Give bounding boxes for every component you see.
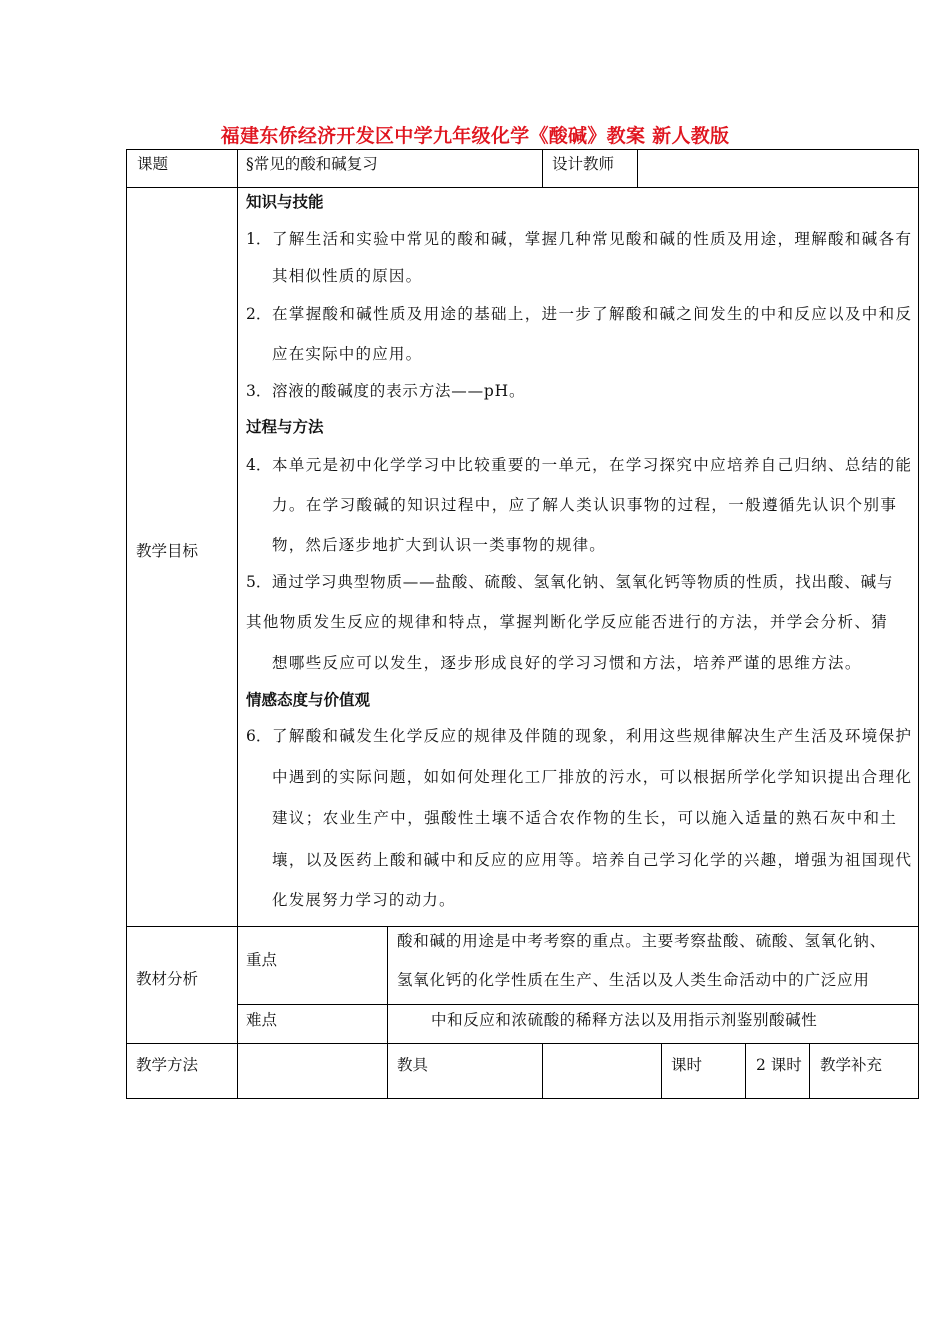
col-divider [387, 926, 388, 1099]
item-number: 4． [246, 456, 272, 474]
col-divider [745, 1043, 746, 1099]
item-number: 6． [246, 727, 272, 745]
page-title: 福建东侨经济开发区中学九年级化学《酸碱》教案 新人教版 [220, 125, 730, 147]
goal-line: 通过学习典型物质——盐酸、硫酸、氢氧化钠、氢氧化钙等物质的性质，找出酸、碱与 [272, 573, 894, 591]
key-point-text: 氢氧化钙的化学性质在生产、生活以及人类生命活动中的广泛应用 [397, 971, 870, 989]
goal-line: 物，然后逐步地扩大到认识一类事物的规律。 [272, 536, 607, 554]
difficulty-text: 中和反应和浓硫酸的稀释方法以及用指示剂鉴别酸碱性 [431, 1011, 818, 1029]
supplement-label: 教学补充 [820, 1056, 883, 1074]
goal-line: 应在实际中的应用。 [272, 345, 423, 363]
goal-line: 本单元是初中化学学习中比较重要的一单元，在学习探究中应培养自己归纳、总结的能 [272, 456, 913, 474]
analysis-label: 教材分析 [136, 970, 199, 988]
item-number: 2． [246, 305, 272, 323]
tools-label: 教具 [397, 1056, 429, 1074]
section-heading: 知识与技能 [246, 193, 324, 211]
row-divider [126, 187, 919, 188]
hours-label: 课时 [671, 1056, 703, 1074]
goal-line: 化发展努力学习的动力。 [272, 891, 456, 909]
goal-line: 溶液的酸碱度的表示方法——pH。 [272, 382, 526, 400]
key-point-text: 酸和碱的用途是中考考察的重点。主要考察盐酸、硫酸、氢氧化钠、 [397, 932, 887, 950]
row-divider [126, 926, 919, 927]
hours-value: 2 课时 [756, 1056, 802, 1074]
goal-line: 在掌握酸和碱性质及用途的基础上，进一步了解酸和碱之间发生的中和反应以及中和反 [272, 305, 913, 323]
col-divider [637, 149, 638, 187]
row-divider [126, 1043, 919, 1044]
section-heading: 过程与方法 [246, 418, 324, 436]
designer-label: 设计教师 [552, 155, 615, 173]
goal-line: 其相似性质的原因。 [272, 267, 423, 285]
goal-line: 其他物质发生反应的规律和特点，掌握判断化学反应能否进行的方法，并学会分析、猜 [246, 613, 889, 631]
item-number: 1． [246, 230, 272, 248]
row-divider [237, 1004, 919, 1005]
method-label: 教学方法 [136, 1056, 199, 1074]
difficulty-label: 难点 [246, 1011, 278, 1029]
goal-line: 壤，以及医药上酸和碱中和反应的应用等。培养自己学习化学的兴趣，增强为祖国现代 [272, 851, 913, 869]
col-divider [809, 1043, 810, 1099]
col-divider [237, 149, 238, 1099]
item-number: 5． [246, 573, 272, 591]
goals-label: 教学目标 [136, 542, 199, 560]
topic-value: §常见的酸和碱复习 [246, 155, 378, 173]
goal-line: 建议；农业生产中，强酸性土壤不适合农作物的生长，可以施入适量的熟石灰中和土 [272, 809, 898, 827]
key-point-label: 重点 [246, 951, 278, 969]
goal-line: 中遇到的实际问题，如如何处理化工厂排放的污水，可以根据所学化学知识提出合理化 [272, 768, 913, 786]
goal-line: 了解生活和实验中常见的酸和碱，掌握几种常见酸和碱的性质及用途，理解酸和碱各有 [272, 230, 913, 248]
goal-line: 力。在学习酸碱的知识过程中，应了解人类认识事物的过程，一般遵循先认识个别事 [272, 496, 898, 514]
section-heading: 情感态度与价值观 [246, 691, 371, 709]
item-number: 3． [246, 382, 272, 400]
goal-line: 了解酸和碱发生化学反应的规律及伴随的现象，利用这些规律解决生产生活及环境保护 [272, 727, 913, 745]
topic-label: 课题 [137, 155, 169, 173]
col-divider [542, 1043, 543, 1099]
col-divider [542, 149, 543, 187]
goal-line: 想哪些反应可以发生，逐步形成良好的学习习惯和方法，培养严谨的思维方法。 [272, 654, 862, 672]
col-divider [661, 1043, 662, 1099]
